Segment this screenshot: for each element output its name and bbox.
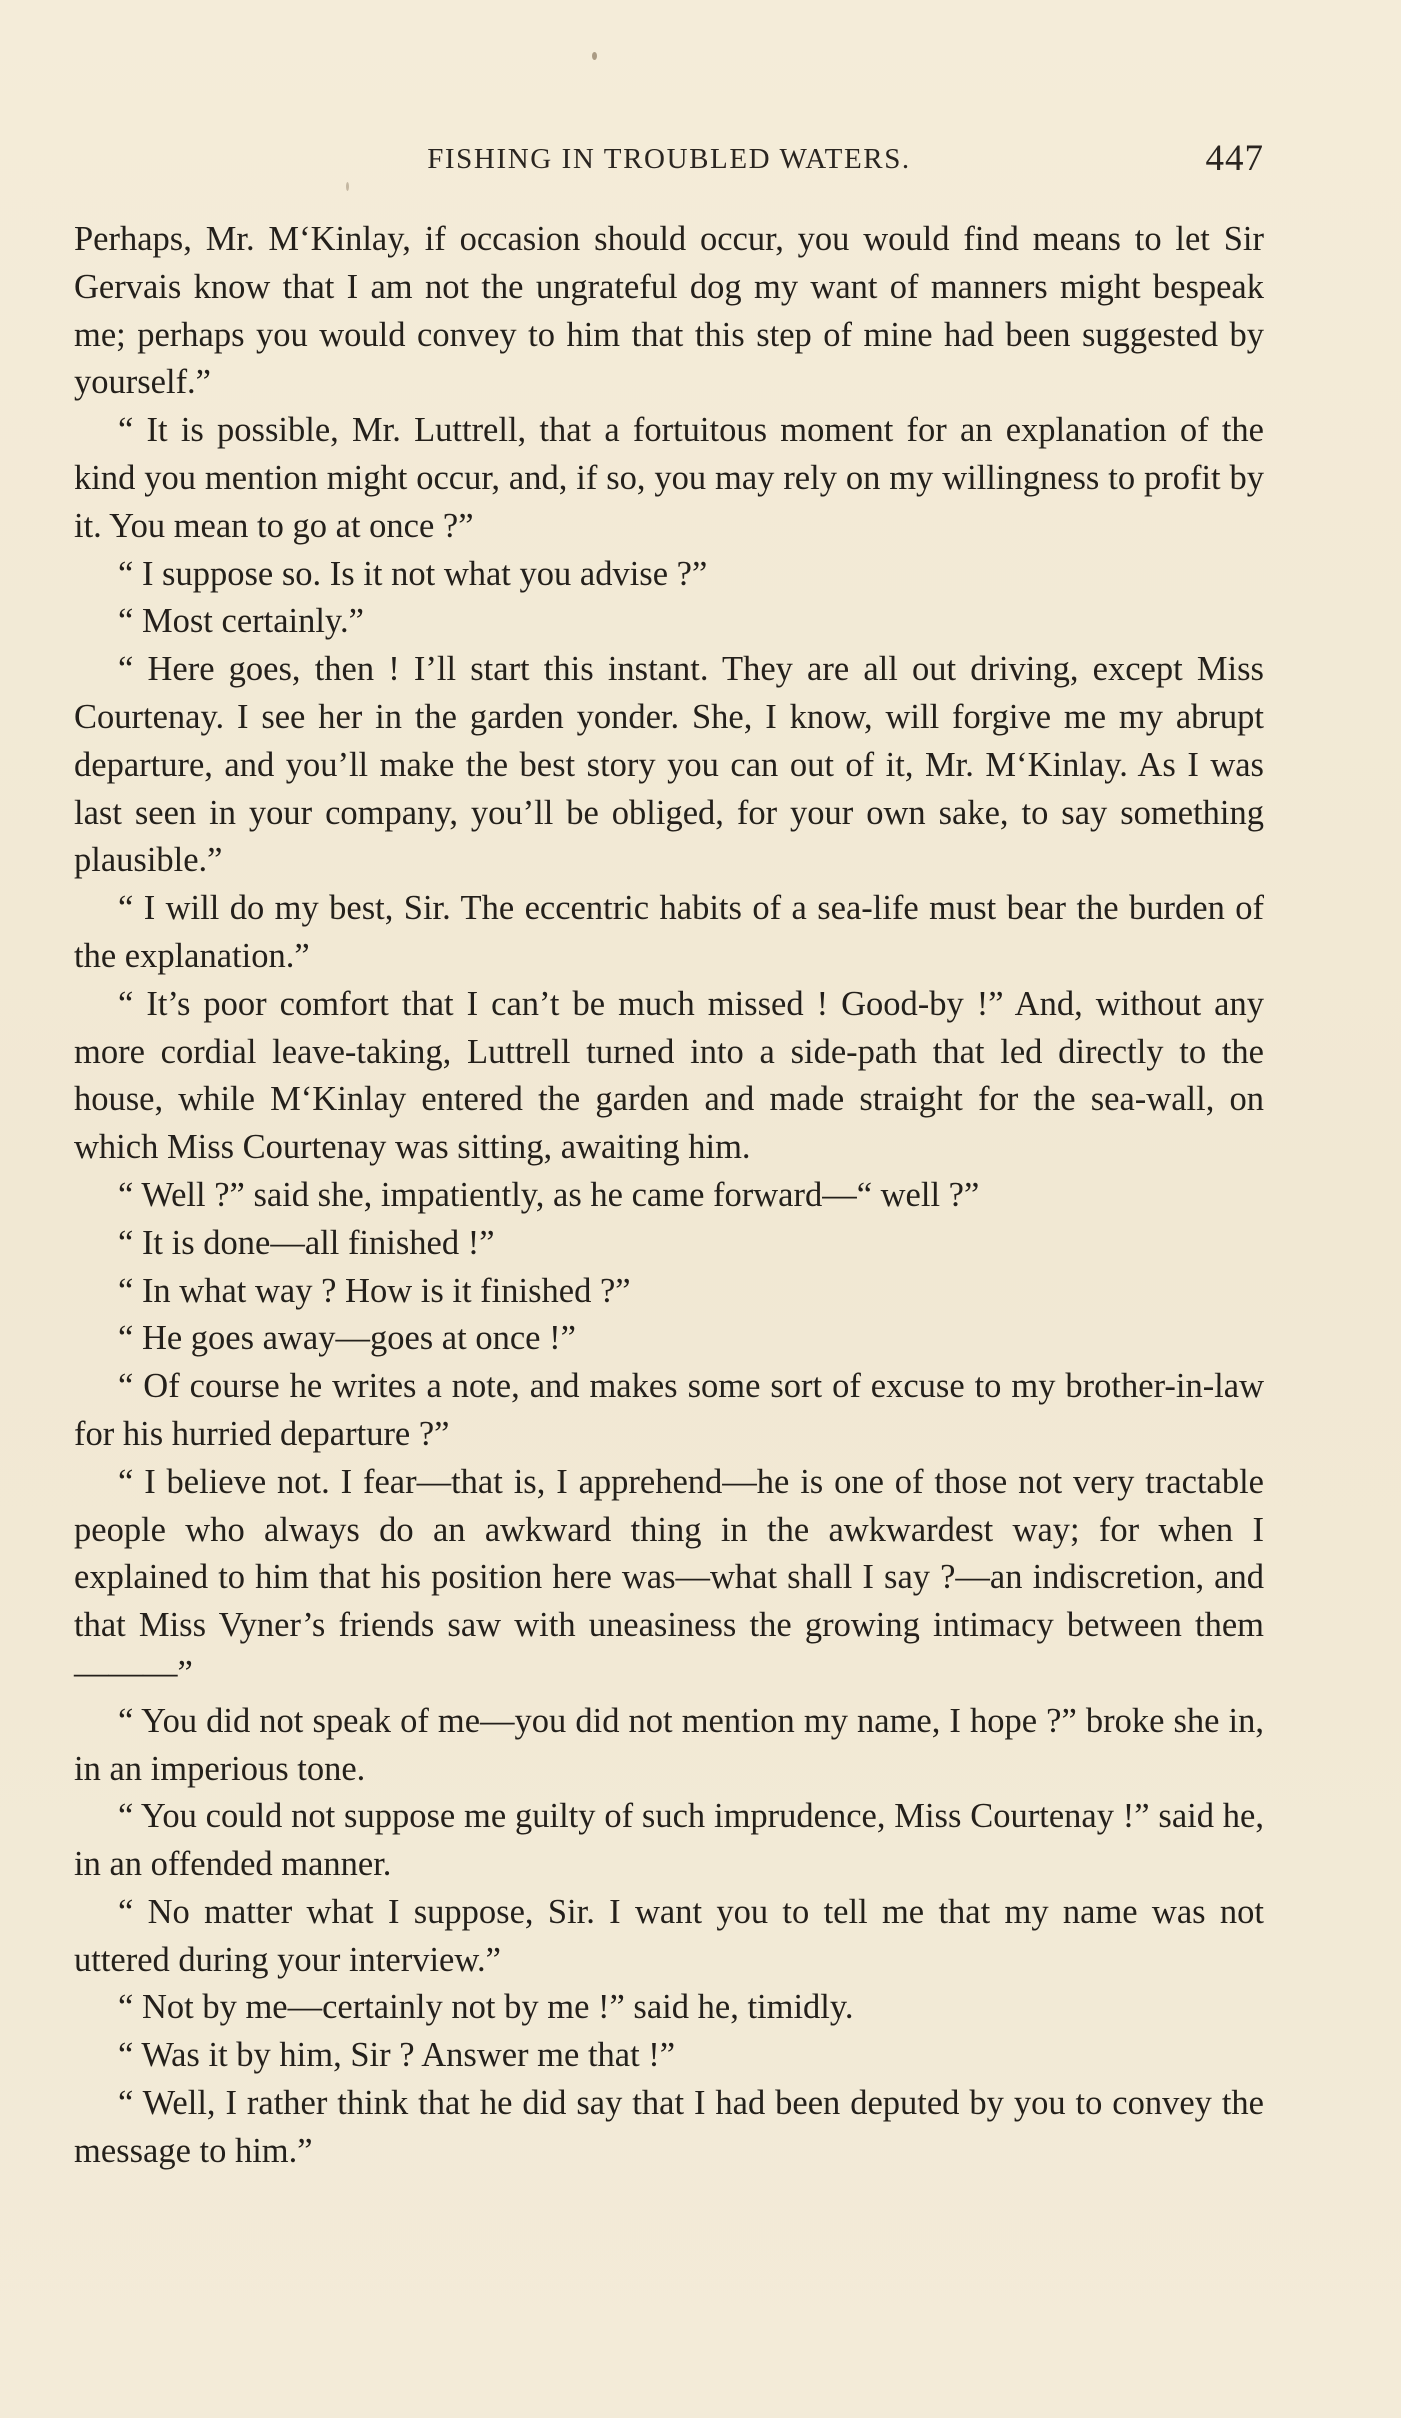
paragraph: “ I believe not. I fear—that is, I apprehend—he is one of those not very tractable people who always do an awkward thing in the awkwardest way; for when I explained to him that his position here was—what shall I say ?—an indiscretion, and that Miss Vyner’s friends saw with uneasiness the growing intimacy between them———”	[74, 1462, 1264, 1692]
paragraph: “ I suppose so. Is it not what you advise ?”	[118, 554, 708, 593]
paragraph: “ He goes away—goes at once !”	[118, 1319, 576, 1358]
paragraph: “ Was it by him, Sir ? Answer me that !”	[118, 2036, 676, 2075]
body-text	[74, 216, 1264, 2176]
paragraph: “ Of course he writes a note, and makes some sort of excuse to my brother-in-law for his hurried departure ?”	[74, 1367, 1264, 1453]
running-head	[74, 133, 1264, 185]
paragraph: “ Well, I rather think that he did say that I had been deputed by you to convey the message to him.”	[74, 2084, 1264, 2170]
paragraph: Perhaps, Mr. M‘Kinlay, if occasion should occur, you would find means to let Sir Gervais know that I am not the ungrateful dog my want of manners might bespeak me; perhaps you would convey to him that this step of mine had been suggested by yourself.”	[74, 220, 1264, 402]
paragraph: “ No matter what I suppose, Sir. I want you to tell me that my name was not uttered during your interview.”	[74, 1892, 1264, 1979]
paragraph: “ You could not suppose me guilty of such imprudence, Miss Courtenay !” said he, in an offended manner.	[74, 1797, 1264, 1884]
paragraph: “ Not by me—certainly not by me !” said he, timidly.	[118, 1988, 854, 2027]
running-title: FISHING IN TROUBLED WATERS.	[427, 143, 911, 175]
paragraph: “ Here goes, then ! I’ll start this instant. They are all out driving, except Miss Courtenay. I see her in the garden yonder. She, I know, will forgive me my abrupt departure, and you’ll make the best story you can out of it, Mr. M‘Kinlay. As I was last seen in your company, you’ll be obliged, for your own sake, to say something plausible.”	[74, 650, 1264, 880]
paragraph: “ It’s poor comfort that I can’t be much missed ! Good-by !” And, without any more cordial leave-taking, Luttrell turned into a side-path that led directly to the house, while M‘Kinlay entered the garden and made straight for the sea-wall, on which Miss Courtenay was sitting, awaiting him.	[74, 984, 1264, 1167]
paragraph: “ Most certainly.”	[118, 602, 364, 641]
paragraph: “ In what way ? How is it finished ?”	[118, 1271, 631, 1310]
paragraph: “ It is possible, Mr. Luttrell, that a fortuitous moment for an explanation of the kind you mention might occur, and, if so, you may rely on my willingness to profit by it. You mean to go at once ?”	[74, 411, 1264, 545]
paragraph: “ It is done—all finished !”	[118, 1223, 495, 1262]
paragraph: “ Well ?” said she, impatiently, as he came forward—“ well ?”	[118, 1175, 980, 1214]
paragraph: “ You did not speak of me—you did not mention my name, I hope ?” broke she in, in an imperious tone.	[74, 1701, 1264, 1788]
paragraph: “ I will do my best, Sir. The eccentric habits of a sea-life must bear the burden of the explanation.”	[74, 889, 1264, 975]
page-number: 447	[1205, 138, 1264, 179]
ink-speck	[592, 52, 597, 60]
